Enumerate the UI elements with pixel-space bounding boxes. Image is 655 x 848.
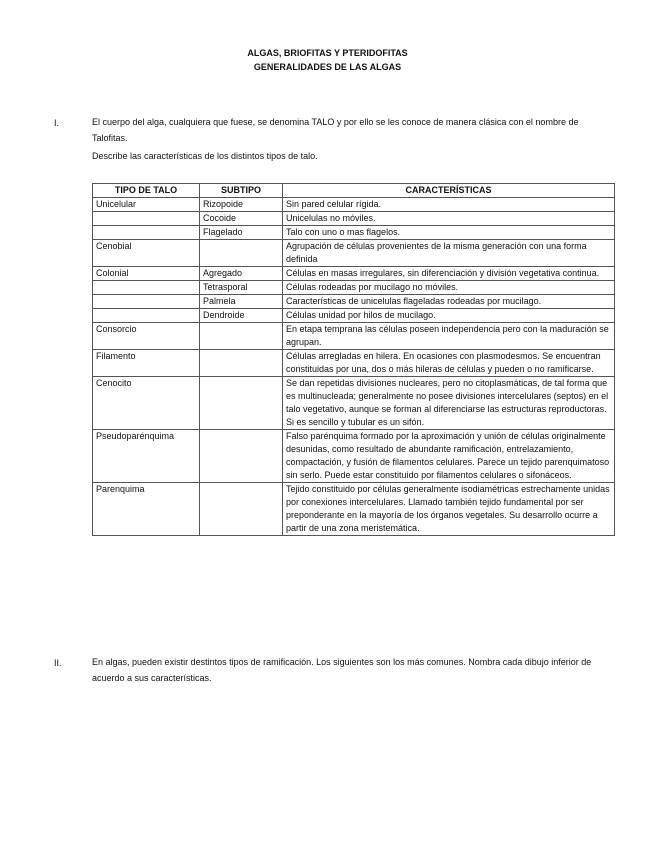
table-row	[93, 483, 615, 536]
table-row	[93, 323, 615, 350]
cell-tipo: Cenobial	[93, 240, 200, 267]
table-row	[93, 350, 615, 377]
talo-types-table	[92, 183, 615, 536]
cell-caracteristicas: Tejido constituido por células generalmente isodiamétricas estrechamente unidas por conexiones intercelulares. Llamado también tejido fundamental por ser preponderante en la mayoría de los órganos vegetales. Su desarrollo ocurre a partir de una zona meristemática.	[283, 483, 615, 536]
section-1-text: El cuerpo del alga, cualquiera que fuese, se denomina TALO y por ello se les conoce de manera clásica con el nombre de Talofitas.	[92, 117, 579, 143]
table-row	[93, 281, 615, 295]
table-row	[93, 198, 615, 212]
cell-subtipo	[200, 323, 283, 350]
cell-tipo: Parenquima	[93, 483, 200, 536]
header-caracteristicas: CARACTERÍSTICAS	[283, 184, 615, 198]
cell-subtipo	[200, 240, 283, 267]
cell-caracteristicas: Sin pared celular rígida.	[283, 198, 615, 212]
table-row	[93, 226, 615, 240]
cell-caracteristicas: Células unidad por hilos de mucilago.	[283, 309, 615, 323]
cell-subtipo	[200, 483, 283, 536]
cell-subtipo: Rizopoide	[200, 198, 283, 212]
cell-caracteristicas: Agrupación de células provenientes de la misma generación con una forma definida	[283, 240, 615, 267]
cell-subtipo: Cocoide	[200, 212, 283, 226]
document-subtitle: GENERALIDADES DE LAS ALGAS	[253, 62, 402, 72]
cell-subtipo: Dendroide	[200, 309, 283, 323]
section-2-number: II.	[54, 658, 62, 668]
cell-caracteristicas: Talo con uno o mas flagelos.	[283, 226, 615, 240]
section-1-number: I.	[54, 118, 60, 128]
cell-tipo: Filamento	[93, 350, 200, 377]
cell-caracteristicas: Células en masas irregulares, sin diferenciación y división vegetativa continua.	[283, 267, 615, 281]
cell-caracteristicas: Células arregladas en hilera. En ocasiones con plasmodesmos. Se encuentran constituidas por una, dos o más hileras de células y pueden o no ramificarse.	[283, 350, 615, 377]
table-header-row	[93, 184, 615, 198]
cell-caracteristicas: Características de unicelulas flageladas rodeadas por mucilago.	[283, 295, 615, 309]
cell-caracteristicas: Falso parénquima formado por la aproximación y unión de células originalmente desunidas, como resultado de abundante ramificación, entrelazamiento, compactación, y fusión de filamentos celulares. Parece un tejido parenquimatoso sin serlo. Puede estar constituido por filamentos celulares o sifonáceos.	[283, 430, 615, 483]
cell-caracteristicas: Se dan repetidas divisiones nucleares, pero no citoplasmáticas, de tal forma que es multinucleada; generalmente no posee divisiones intercelulares (septos) en el talo vegetativo, aunque se forman al diferenciarse las estructuras reproductoras. Si es sencillo y tubular es un sifón.	[283, 377, 615, 430]
cell-tipo	[93, 281, 200, 295]
cell-tipo	[93, 309, 200, 323]
document-title: ALGAS, BRIOFITAS Y PTERIDOFITAS	[247, 48, 408, 58]
table-row	[93, 430, 615, 483]
cell-subtipo	[200, 430, 283, 483]
cell-subtipo: Tetrasporal	[200, 281, 283, 295]
cell-tipo	[93, 226, 200, 240]
table-row	[93, 267, 615, 281]
cell-caracteristicas: Unicelulas no móviles.	[283, 212, 615, 226]
cell-tipo: Cenocito	[93, 377, 200, 430]
table-row	[93, 295, 615, 309]
cell-tipo: Colonial	[93, 267, 200, 281]
section-2-text: En algas, pueden existir destintos tipos de ramificación. Los siguientes son los más comunes. Nombra cada dibujo inferior de acuerdo a sus características.	[92, 657, 592, 683]
table-row	[93, 309, 615, 323]
cell-subtipo: Palmela	[200, 295, 283, 309]
cell-tipo: Consorcio	[93, 323, 200, 350]
header-tipo: TIPO DE TALO	[93, 184, 200, 198]
table-row	[93, 212, 615, 226]
cell-tipo	[93, 212, 200, 226]
cell-subtipo: Flagelado	[200, 226, 283, 240]
cell-subtipo: Agregado	[200, 267, 283, 281]
cell-caracteristicas: Células rodeadas por mucilago no móviles.	[283, 281, 615, 295]
table-row	[93, 240, 615, 267]
cell-subtipo	[200, 350, 283, 377]
cell-caracteristicas: En etapa temprana las células poseen independencia pero con la maduración se agrupan.	[283, 323, 615, 350]
section-1-instruction: Describe las características de los distintos tipos de talo.	[92, 151, 318, 161]
cell-subtipo	[200, 377, 283, 430]
cell-tipo: Unicelular	[93, 198, 200, 212]
cell-tipo	[93, 295, 200, 309]
table-row	[93, 377, 615, 430]
cell-tipo: Pseudoparénquima	[93, 430, 200, 483]
header-subtipo: SUBTIPO	[200, 184, 283, 198]
